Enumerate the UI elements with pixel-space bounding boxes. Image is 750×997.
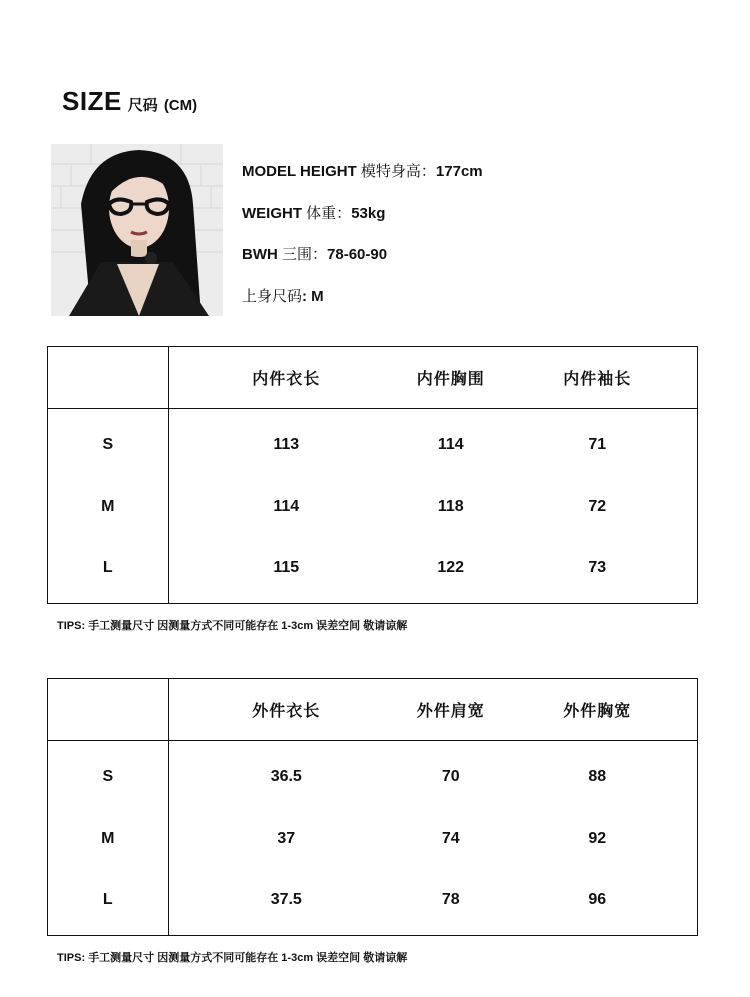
table-header-cell [48,347,169,409]
size-label: S [48,409,169,482]
table-cell: 71 [588,436,607,453]
size-label: L [48,533,169,604]
inner-size-table [47,346,698,604]
table-cell: 92 [588,830,607,847]
table-row [48,533,698,604]
table-row [48,409,698,482]
table-cell: 122 [437,559,465,576]
size-title [62,86,197,117]
table-header-cell: 内件胸围 [404,347,498,409]
table-header-cell: 内件袖长 [498,347,698,409]
table-cell: 36.5 [270,768,302,785]
model-photo-illustration [51,144,223,316]
table-cell: 115 [273,559,300,576]
model-height: MODEL HEIGHT 模特身高：177cm [242,163,483,180]
table-header-cell: 内件衣长 [168,347,404,409]
table-cell: 37 [277,830,296,847]
size-label: S [48,741,169,814]
size-label: L [48,865,169,936]
table-cell: 37.5 [270,891,302,908]
table-row [48,481,698,533]
size-label: M [48,813,169,865]
model-photo [51,144,223,316]
table-row [48,741,698,814]
table-header-cell [48,679,169,741]
table-cell: 73 [588,559,607,576]
table-cell: 114 [273,498,300,515]
tips-note: TIPS: 手工测量尺寸 因测量方式不同可能存在 1-3cm 误差空间 敬请谅解 [57,952,408,964]
table-row [48,865,698,936]
table-cell: 72 [588,498,607,515]
size-label: M [48,481,169,533]
table-header-cell: 外件肩宽 [404,679,498,741]
table-cell: 118 [437,498,464,515]
model-weight: WEIGHT 体重：53kg [242,205,386,222]
size-title-en: SIZE [62,86,122,116]
table-row [48,813,698,865]
table-cell: 78 [441,891,460,908]
table-header-cell: 外件胸宽 [498,679,698,741]
table-header-cell: 外件衣长 [168,679,404,741]
table-cell: 96 [588,891,607,908]
table-cell: 74 [441,830,460,847]
outer-size-table [47,678,698,936]
table-cell: 88 [588,768,607,785]
size-unit: (CM) [163,97,198,114]
tips-note: TIPS: 手工测量尺寸 因测量方式不同可能存在 1-3cm 误差空间 敬请谅解 [57,620,408,632]
table-header-row [48,679,698,741]
model-bwh: BWH 三围：78-60-90 [242,246,388,263]
table-cell: 70 [441,768,460,785]
table-cell: 114 [437,436,464,453]
model-top-size: 上身尺码: M [242,288,324,305]
table-cell: 113 [273,436,300,453]
table-header-row [48,347,698,409]
size-title-cn: 尺码 [127,97,158,114]
